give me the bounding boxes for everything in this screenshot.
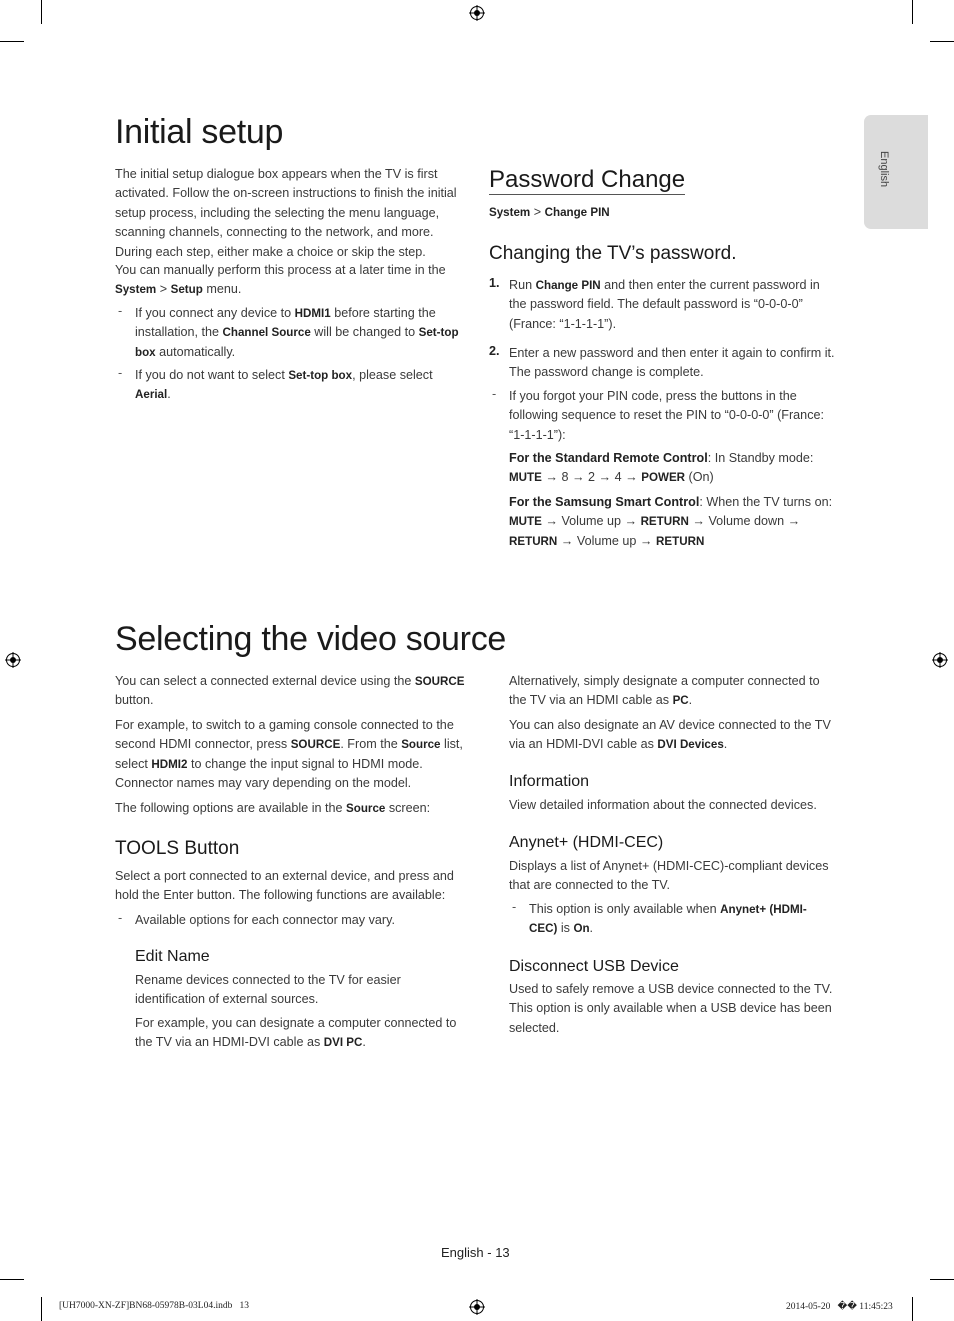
password-menu-path: System > Change PIN bbox=[489, 205, 610, 219]
password-subtitle: Changing the TV’s password. bbox=[489, 243, 737, 264]
password-step-1: Run Change PIN and then enter the current password in the password field. The default password is “0-0-0-0” (France: “1-1-1-1”). bbox=[509, 278, 820, 331]
bullet-dash: - bbox=[118, 304, 123, 318]
menu-path-setup: Setup bbox=[170, 283, 203, 297]
menu-path-system: System bbox=[115, 283, 157, 297]
registration-mark-icon bbox=[469, 1299, 485, 1315]
language-side-tab bbox=[864, 115, 928, 229]
initial-setup-manual: You can manually perform this process at a later time in the System > Setup menu. bbox=[115, 263, 446, 297]
crop-mark bbox=[41, 0, 42, 24]
crop-mark bbox=[912, 1297, 913, 1321]
av-device-text: You can also designate an AV device connected to the TV via an HDMI-DVI cable as DVI Devices. bbox=[509, 718, 831, 752]
disconnect-usb-title: Disconnect USB Device bbox=[509, 958, 679, 975]
crop-mark bbox=[930, 41, 954, 42]
initial-setup-intro: The initial setup dialogue box appears when the TV is first activated. Follow the on-screen instructions to finish the initial setup process, including the selecting the menu language, scanning channels, connecting to the network, and more. During each step, either make a choice or skip the step. bbox=[115, 167, 457, 259]
anynet-bullet: This option is only available when Anynet+ (HDMI-CEC) is On. bbox=[529, 902, 807, 936]
registration-mark-icon bbox=[5, 652, 21, 668]
page-title-video-source: Selecting the video source bbox=[115, 620, 507, 658]
imprint-date: 2014-05-20 �� 11:45:23 bbox=[786, 1302, 893, 1312]
edit-name-example: For example, you can designate a computer connected to the TV via an HDMI-DVI cable as DVI PC. bbox=[135, 1016, 457, 1050]
edit-name-text: Rename devices connected to the TV for easier identification of external sources. bbox=[135, 973, 401, 1007]
disconnect-usb-text: Used to safely remove a USB device connected to the TV. This option is only available when a USB device has been selected. bbox=[509, 982, 833, 1035]
password-forgot-note: If you forgot your PIN code, press the buttons in the following sequence to reset the PIN to “0-0-0-0” (France: “1-1-1-1”): bbox=[509, 389, 824, 442]
crop-mark bbox=[0, 1279, 24, 1280]
password-step-2: Enter a new password and then enter it again to confirm it. The password change is complete. bbox=[509, 346, 835, 380]
anynet-text: Displays a list of Anynet+ (HDMI-CEC)-compliant devices that are connected to the TV. bbox=[509, 859, 829, 893]
tools-bullet: Available options for each connector may vary. bbox=[135, 913, 395, 927]
registration-mark-icon bbox=[932, 652, 948, 668]
tools-button-title: TOOLS Button bbox=[115, 838, 240, 859]
registration-mark-icon bbox=[469, 5, 485, 21]
edit-name-title: Edit Name bbox=[135, 948, 210, 965]
bullet-dash: - bbox=[512, 900, 517, 914]
information-title: Information bbox=[509, 773, 590, 790]
imprint-file: [UH7000-XN-ZF]BN68-05978B-03L04.indb 13 bbox=[59, 1301, 249, 1311]
step-number: 2. bbox=[489, 344, 500, 358]
video-source-p2: For example, to switch to a gaming console connected to the second HDMI connector, press SOURCE. From the Source list, select HDMI2 to change the input signal to HDMI mode. Connector names may vary depending on the model. bbox=[115, 718, 463, 791]
information-text: View detailed information about the connected devices. bbox=[509, 798, 817, 812]
bullet-dash: - bbox=[118, 911, 123, 925]
crop-mark bbox=[0, 41, 24, 42]
page-title-initial-setup: Initial setup bbox=[115, 113, 284, 151]
alternative-pc-text: Alternatively, simply designate a computer connected to the TV via an HDMI cable as PC. bbox=[509, 674, 820, 708]
video-source-p3: The following options are available in the Source screen: bbox=[115, 801, 431, 815]
crop-mark bbox=[930, 1279, 954, 1280]
crop-mark bbox=[912, 0, 913, 24]
tools-button-text: Select a port connected to an external device, and press and hold the Enter button. The following functions are available: bbox=[115, 869, 454, 903]
smart-control-sequence: For the Samsung Smart Control: When the TV turns on: MUTE → Volume up → RETURN → Volume down → RETURN → Volume up → RETURN bbox=[509, 495, 833, 548]
crop-mark bbox=[41, 1297, 42, 1321]
initial-setup-bullet-2: If you do not want to select Set-top box, please select Aerial. bbox=[135, 368, 433, 402]
bullet-dash: - bbox=[118, 366, 123, 380]
standard-remote-sequence: For the Standard Remote Control: In Standby mode: MUTE → 8 → 2 → 4 → POWER (On) bbox=[509, 451, 814, 485]
section-title-password-change: Password Change bbox=[489, 166, 686, 193]
page-number: English - 13 bbox=[441, 1245, 510, 1260]
anynet-title: Anynet+ (HDMI-CEC) bbox=[509, 834, 664, 851]
video-source-p1: You can select a connected external device using the SOURCE button. bbox=[115, 674, 465, 708]
initial-setup-bullet-1: If you connect any device to HDMI1 before starting the installation, the Channel Source will be changed to Set-top box automatically. bbox=[135, 306, 459, 359]
side-tab-label: English bbox=[878, 151, 890, 188]
step-number: 1. bbox=[489, 276, 500, 290]
bullet-dash: - bbox=[492, 387, 497, 401]
